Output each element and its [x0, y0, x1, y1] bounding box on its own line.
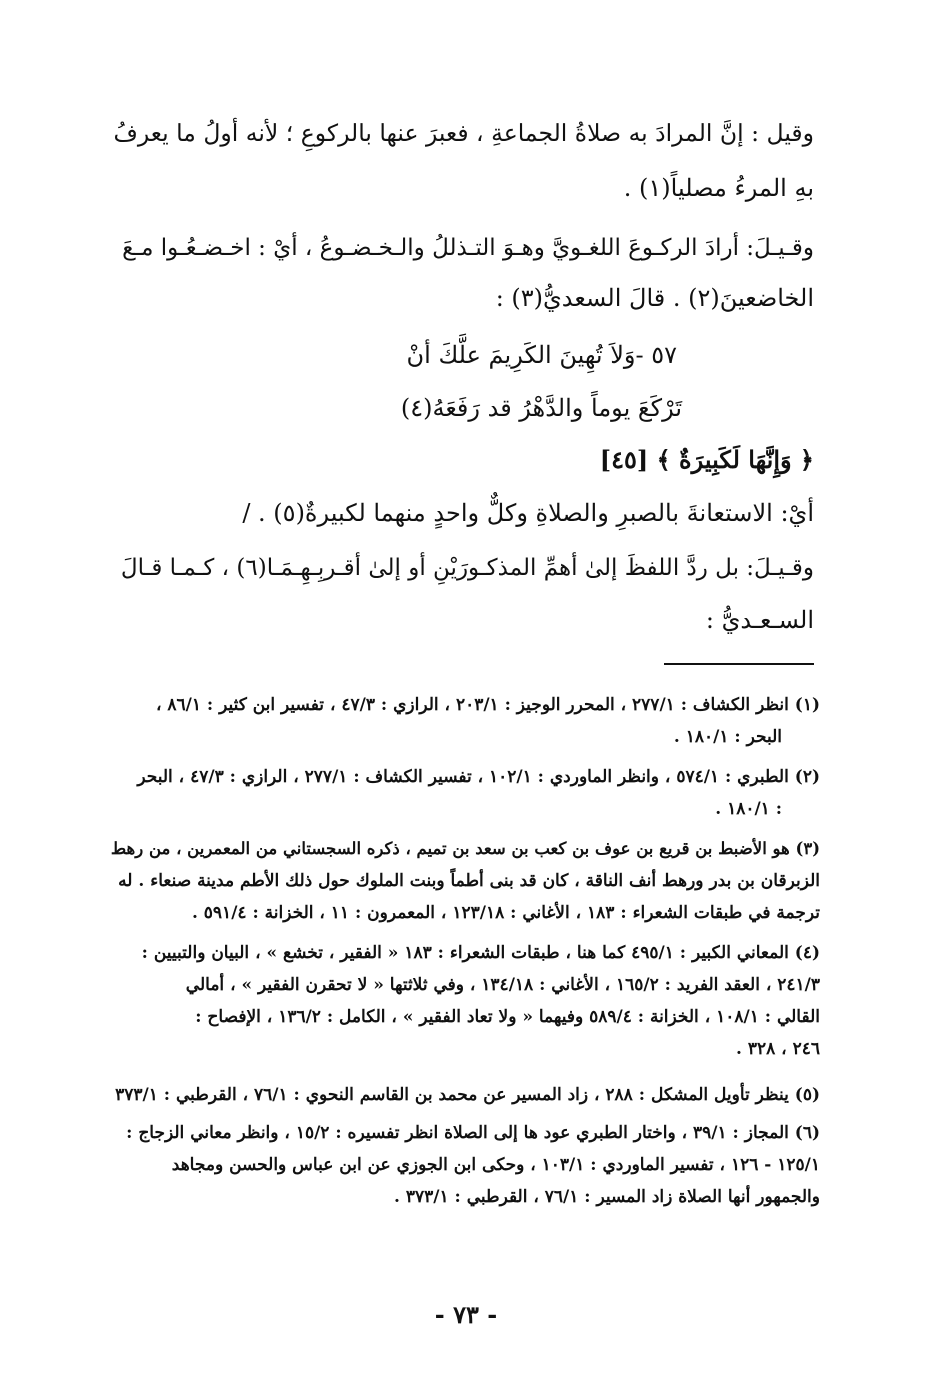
footnote-4-line-4: ٢٤٦ ، ٣٢٨ . — [736, 1039, 820, 1059]
footnote-4-line-3: القالي : ١٠٨/١ ، الخزانة : ٥٨٩/٤ وفيهما « ولا تعاد الفقير » ، الكامل : ١٣٦/٢ ، الإفصاح : — [195, 1007, 820, 1027]
footnote-2-line-2: : ١٨٠/١ . — [715, 799, 782, 819]
footnote-4-line-2: ٢٤١/٣ ، العقد الفريد : ١٦٥/٢ ، الأغاني : ١٣٤/١٨ ، وفي ثلاثتها « لا تحقرن الفقير » ، أمالي — [185, 975, 820, 995]
body-line-8: أيْ: الاستعانةَ بالصبرِ والصلاةِ وكلٌّ واحدٍ منهما لكبيرةٌ(٥) . / — [242, 499, 814, 527]
verse-hemistich-1: ٥٧ -وَلاَ تُهِينَ الكَرِيمَ علَّكَ أنْ — [406, 341, 677, 369]
footnote-6-line-3: والجمهور أنها الصلاة زاد المسير : ٧٦/١ ، القرطبي : ٣٧٣/١ . — [394, 1187, 820, 1207]
footnote-6-line-2: ١٢٥/١ - ١٢٦ ، تفسير الماوردي : ١٠٣/١ ، وحكى ابن الجوزي عن ابن عباس والحسن ومجاهد — [171, 1155, 820, 1175]
footnote-3-line-3: ترجمة في طبقات الشعراء : ١٨٣ ، الأغاني : ١٢٣/١٨ ، المعمرون : ١١ ، الخزانة : ٥٩١/٤ . — [191, 903, 820, 923]
footnote-1-line-1: (١) انظر الكشاف : ٢٧٧/١ ، المحرر الوجيز : ٢٠٣/١ ، الرازي : ٤٧/٣ ، تفسير ابن كثير : ٨٦/١ ، — [155, 695, 820, 715]
body-line-4: الخاضعينَ(٢) . قالَ السعديُّ(٣) : — [495, 284, 814, 312]
body-line-10: السـعـديُّ : — [705, 606, 814, 634]
footnote-6-line-1: (٦) المجاز : ٣٩/١ ، واختار الطبري عود ها إلى الصلاة انظر تفسيره : ١٥/٢ ، وانظر معاني الزجاج : — [126, 1123, 820, 1143]
page-number: - ٧٣ - — [434, 1300, 498, 1329]
body-line-2: بهِ المرءُ مصلياً(١) . — [623, 174, 814, 202]
body-line-3: وقـيـلَ: أرادَ الركـوعَ اللغـويَّ وهـوَ التـذللُ والـخـضـوعُ ، أيْ : اخـضـعُـوا مـعَ — [122, 235, 814, 261]
quran-verse: ﴿ وَإِنَّهَا لَكَبِيرَةٌ ﴾ [٤٥] — [599, 445, 814, 474]
body-line-9: وقـيـلَ: بل ردَّ اللفظَ إلىٰ أهمِّ المذكـورَيْنِ أو إلىٰ أقـربِـهِـمَـا(٦) ، كـمـا قـالَ — [120, 555, 814, 581]
footnote-1-line-2: البحر : ١٨٠/١ . — [673, 727, 782, 747]
footnote-5-line-1: (٥) ينظر تأويل المشكل : ٢٨٨ ، زاد المسير عن محمد بن القاسم النحوي : ٧٦/١ ، القرطبي : ٣٧٣/١ — [115, 1085, 820, 1105]
footnote-3-line-2: الزبرقان بن بدر ورهط أنف الناقة ، كان قد بنى أطماً وبنت الملوك حول ذلك الأطم مدينة صنعاء . له — [118, 871, 820, 891]
verse-hemistich-2: تَرْكَعَ يوماً والدَّهْرُ قد رَفَعَهُ(٤) — [400, 394, 682, 422]
body-line-1: وقيل : إنَّ المرادَ به صلاةُ الجماعةِ ، فعبرَ عنها بالركوعِ ؛ لأنه أولُ ما يعرفُ — [113, 119, 814, 147]
footnote-4-line-1: (٤) المعاني الكبير : ٤٩٥/١ كما هنا ، طبقات الشعراء : ١٨٣ « الفقير ، تخشع » ، البيان والتبيين : — [141, 943, 820, 963]
footnote-3-line-1: (٣) هو الأضبط بن قريع بن عوف بن كعب بن سعد بن تميم ، ذكره السجستاني من المعمرين ، من رهط — [110, 839, 820, 858]
footnote-2-line-1: (٢) الطبري : ٥٧٤/١ ، وانظر الماوردي : ١٠٢/١ ، تفسير الكشاف : ٢٧٧/١ ، الرازي : ٤٧/٣ ، البحر — [137, 767, 820, 787]
